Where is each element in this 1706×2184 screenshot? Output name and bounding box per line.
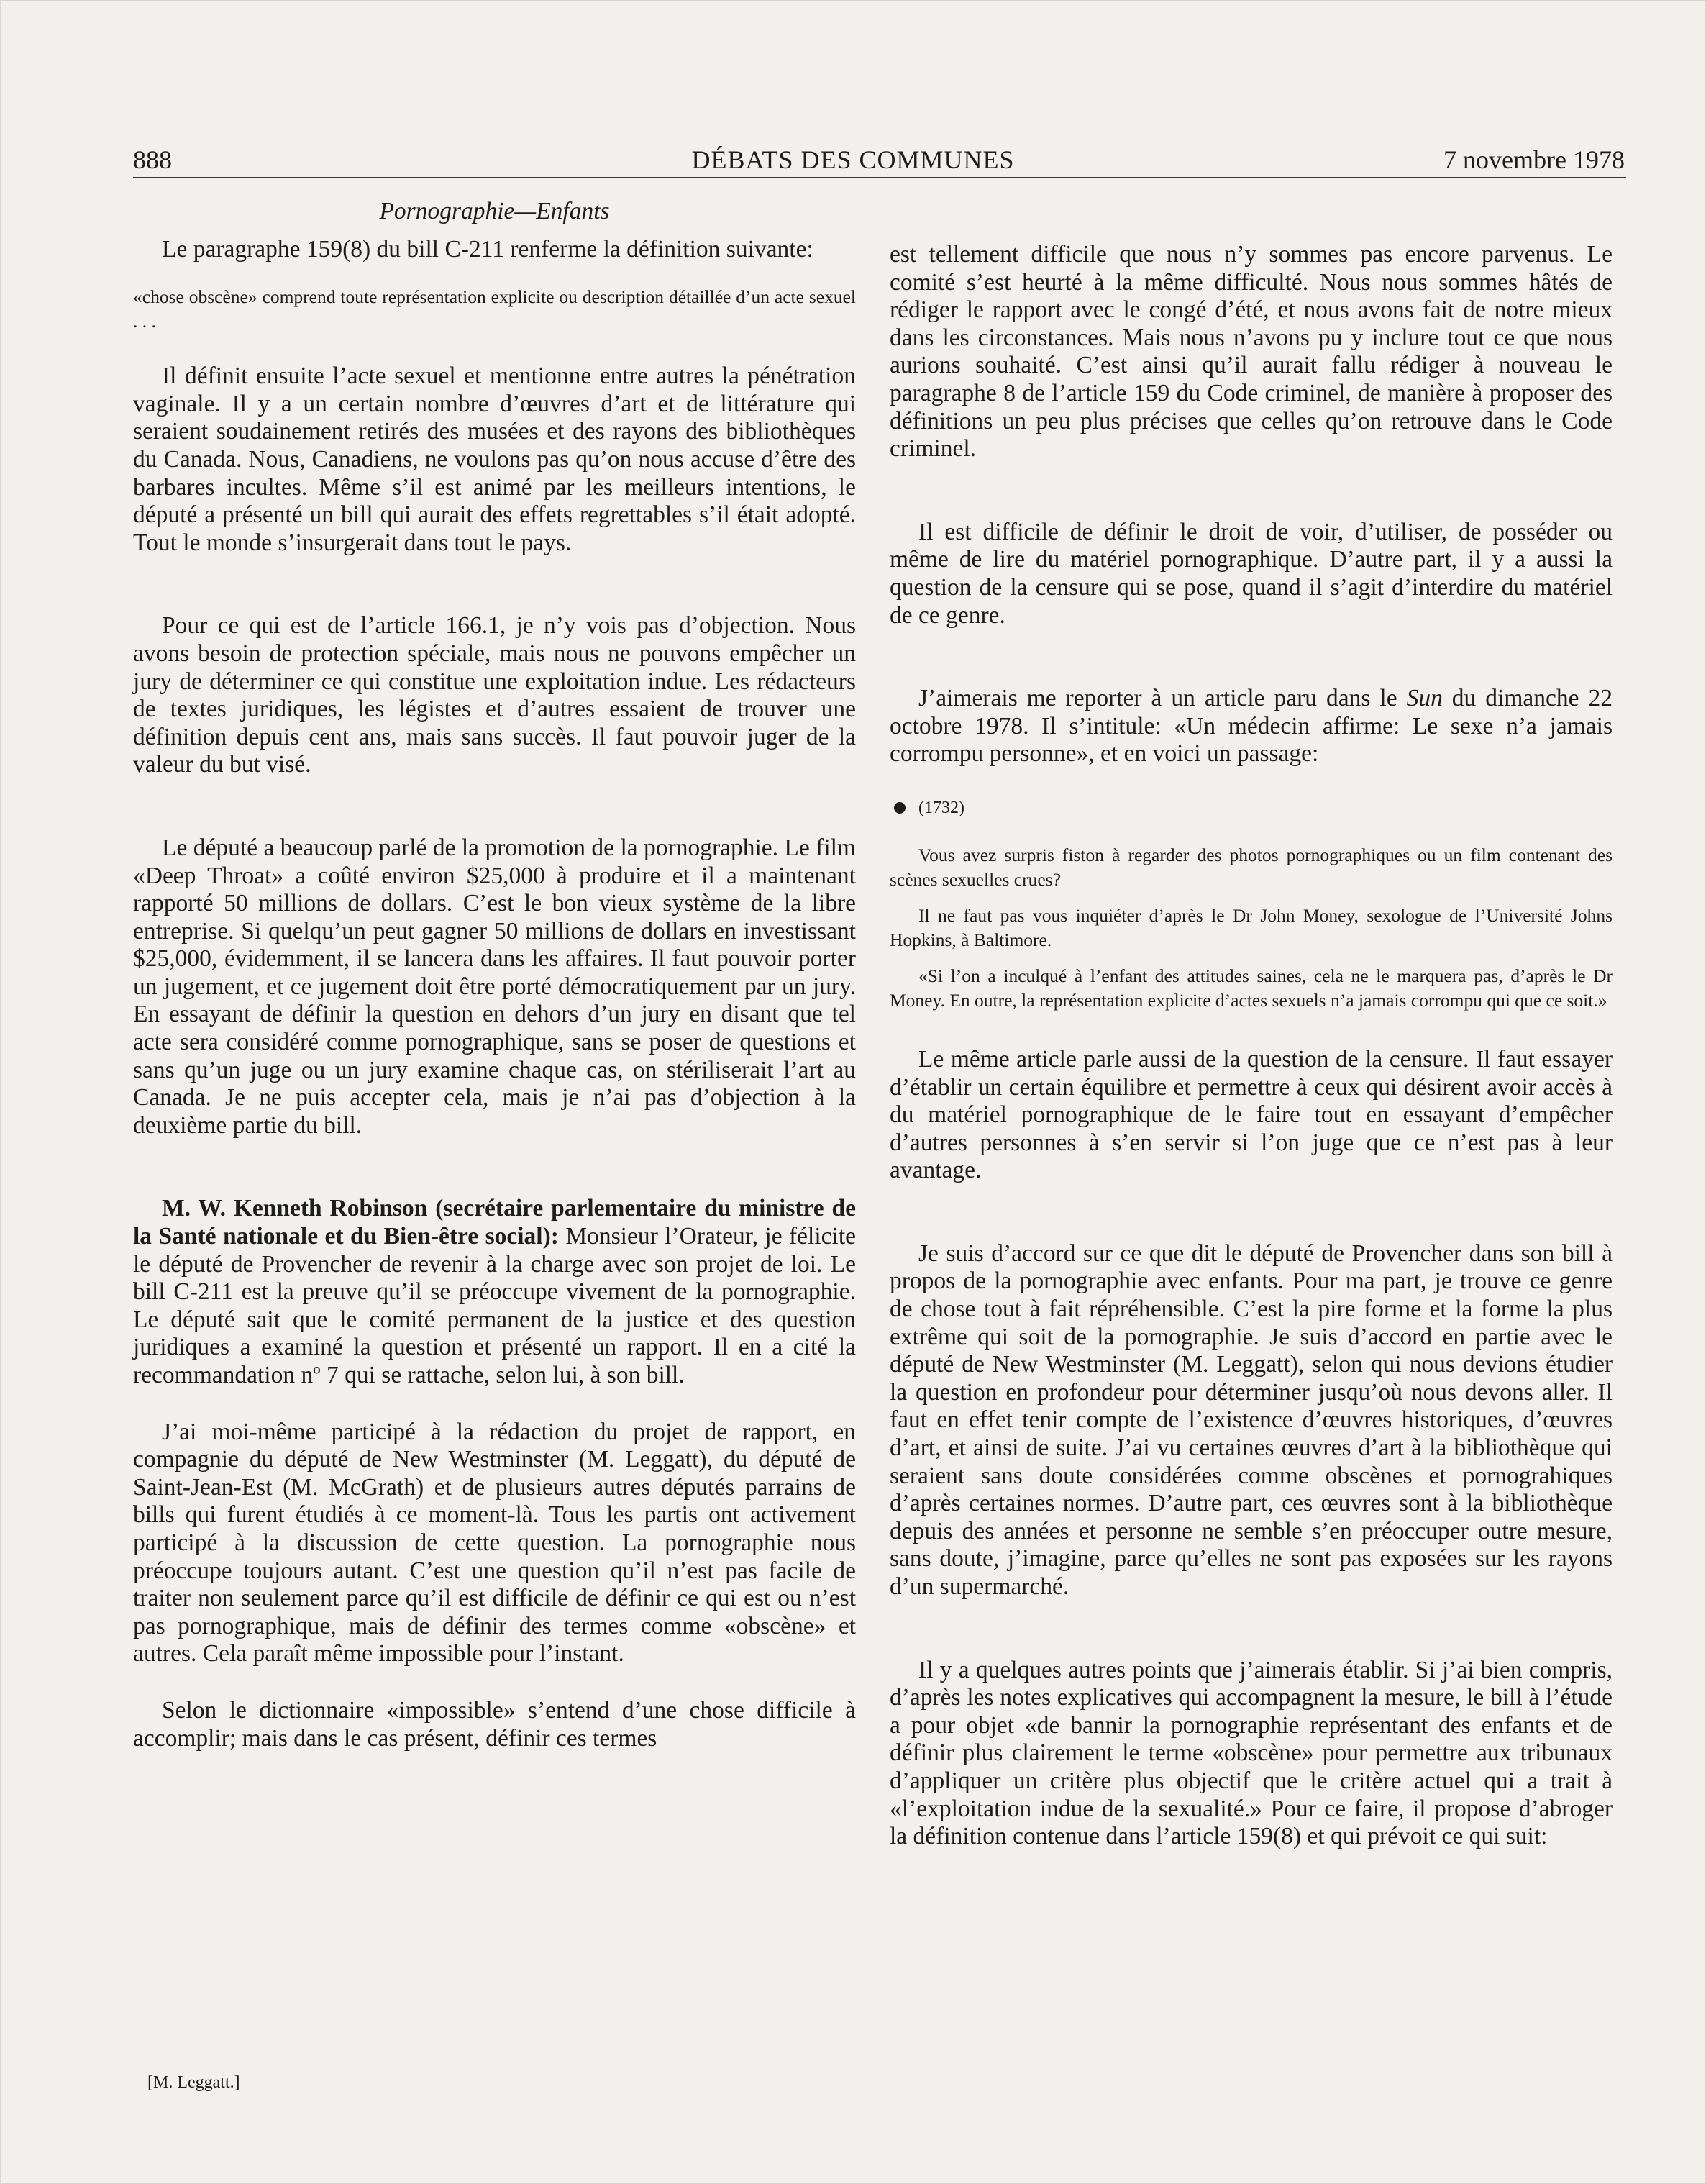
section-title: Pornographie—Enfants bbox=[379, 198, 610, 224]
paragraph: Il y a quelques autres points que j’aimerais établir. Si j’ai bien compris, d’après les notes explicatives qui accompagnent la mesure, le bill à l’étude a pour objet «de bannir la pornographie représentant des enfants et de définir plus clairement le terme «obscène» pour permettre aux tribunaux d’appliquer un critère plus objectif que le critère actuel qui a trait à «l’exploitation indue de la sexualité.» Pour ce faire, il propose d’abroger la définition contenue dans l’article 159(8) et qui prévoit ce qui suit: bbox=[890, 1656, 1613, 1850]
block-quote: Vous avez surpris fiston à regarder des photos pornographiques ou un film contenant des scènes sexuelles crues? bbox=[890, 844, 1613, 890]
left-column bbox=[133, 198, 856, 1752]
block-quote: «chose obscène» comprend toute représentation explicite ou description détaillée d’un acte sexuel . . . bbox=[133, 286, 856, 332]
paragraph: Il est difficile de définir le droit de voir, d’utiliser, de posséder ou même de lire du matériel pornographique. D’autre part, il y a aussi la question de la censure qui se pose, quand il s’agit d’interdire du matériel de ce genre. bbox=[890, 518, 1613, 629]
paragraph: Le paragraphe 159(8) du bill C-211 renferme la définition suivante: bbox=[162, 235, 813, 263]
paragraph: J’ai moi-même participé à la rédaction du projet de rapport, en compagnie du député de New Westminster (M. Leggatt), du député de Saint-Jean-Est (M. McGrath) et de plusieurs autres députés parrains de bills qui furent étudiés à ce moment-là. Tous les partis ont activement participé à la discussion de cette question. La pornographie nous préoccupe toujours autant. C’est une question qu’il n’est pas facile de traiter non seulement parce qu’il est difficile de définir ce qui est ou n’est pas pornographique, mais de définir des termes comme «obscène» et autres. Cela paraît même impossible pour l’instant. bbox=[133, 1418, 856, 1667]
bullet-icon bbox=[894, 802, 906, 814]
running-title: DÉBATS DES COMMUNES bbox=[691, 145, 1015, 174]
paragraph: Le député a beaucoup parlé de la promotion de la pornographie. Le film «Deep Throat» a coûté environ $25,000 à produire et il a maintenant rapporté 50 millions de dollars. C’est le bon vieux système de la libre entreprise. Si quelqu’un peut gagner 50 millions de dollars en investissant $25,000, évidemment, il se lancera dans les affaires. Il faut pouvoir porter un jugement, et ce jugement doit être porté démocratiquement par un jury. En essayant de définir la question en dehors d’un jury en disant que tel acte sera considéré comme pornographique, sans se poser de questions et sans qu’un juge ou un jury examine chaque cas, on stériliserait l’art au Canada. Je ne puis accepter cela, mais je n’ai pas d’objection à la deuxième partie du bill. bbox=[133, 834, 856, 1139]
paragraph: Pour ce qui est de l’article 166.1, je n’y vois pas d’objection. Nous avons besoin de protection spéciale, mais nous ne pouvons empêcher un jury de déterminer ce qui constitue une exploitation indue. Les rédacteurs de textes juridiques, les légistes et d’autres essaient de trouver une définition depuis cent ans, mais sans succès. Il faut pouvoir juger de la valeur du but visé. bbox=[133, 612, 856, 778]
page-date: 7 novembre 1978 bbox=[1443, 145, 1625, 174]
speaker-name: M. W. Kenneth Robinson (secrétaire parlementaire du ministre de la Santé nationale et du Bien-être social): bbox=[133, 1195, 856, 1250]
right-column bbox=[890, 241, 1613, 1851]
page-number: 888 bbox=[133, 145, 172, 174]
time-marker bbox=[890, 797, 1613, 819]
paragraph: Il définit ensuite l’acte sexuel et mentionne entre autres la pénétration vaginale. Il y a un certain nombre d’œuvres d’art et de littérature qui seraient soudainement retirés des musées et des rayons des bibliothèques du Canada. Nous, Canadiens, ne voulons pas qu’on nous accuse d’être des barbares incultes. Même s’il est animé par les meilleurs intentions, le député a présenté un bill qui aurait des effets regrettables s’il était adopté. Tout le monde s’insurgerait dans tout le pays. bbox=[133, 363, 856, 556]
paragraph: Je suis d’accord sur ce que dit le député de Provencher dans son bill à propos de la pornographie avec enfants. Pour ma part, je trouve ce genre de chose tout à fait répréhensible. C’est la pire forme et la forme la plus extrême qui soit de la pornographie. Je suis d’accord en partie avec le député de New Westminster (M. Leggatt), selon qui nous devions étudier la question en profondeur pour déterminer jusqu’où nous devons aller. Il faut en effet tenir compte de l’existence d’œuvres historiques, d’œuvres d’art, et ainsi de suite. J’ai vu certaines œuvres d’art à la bibliothèque qui seraient sans doute considérées comme obscènes et pornograhiques d’après certaines normes. D’autre part, ces œuvres sont à la bibliothèque depuis des années et personne ne semble s’en préoccuper outre mesure, sans doute, j’imagine, parce qu’elles ne sont pas exposées sur les rayons d’un supermarché. bbox=[890, 1239, 1613, 1600]
paragraph: Selon le dictionnaire «impossible» s’entend d’une chose difficile à accomplir; mais dans le cas présent, définir ces termes bbox=[133, 1696, 856, 1752]
time-marker-text: (1732) bbox=[918, 798, 964, 817]
paragraph: Le même article parle aussi de la question de la censure. Il faut essayer d’établir un certain équilibre et permettre à ceux qui désirent avoir accès à du matériel pornographique de le faire tout en essayant d’empêcher d’autres personnes à s’en servir si l’on juge que ce n’est pas à leur avantage. bbox=[890, 1045, 1613, 1184]
header-rule bbox=[133, 177, 1626, 178]
text-run: J’aimerais me reporter à un article paru dans le bbox=[918, 685, 1407, 712]
block-quote: «Si l’on a inculqué à l’enfant des attitudes saines, cela ne le marquera pas, d’après le Dr Money. En outre, la représentation explicite d’actes sexuels n’a jamais corrompu qui que ce soit.» bbox=[890, 965, 1613, 1011]
speech-text: Monsieur l’Orateur, je félicite le député de Provencher de revenir à la charge avec son projet de loi. Le bill C-211 est la preuve qu’il se préoccupe vivement de la pornographie. Le député sait que le comité permanent de la justice et des question juridiques a examiné la question et présenté un rapport. Il en a cité la recommandation nº 7 qui se rattache, selon lui, à son bill. bbox=[133, 1223, 856, 1388]
paragraph: est tellement difficile que nous n’y sommes pas encore parvenus. Le comité s’est heurté à la même difficulté. Nous nous sommes hâtés de rédiger le rapport avec le congé d’été, et nous avons fait de notre mieux dans les circonstances. Mais nous n’avons pu y inclure tout ce que nous aurions souhaité. C’est ainsi qu’il aurait fallu rédiger à nouveau le paragraphe 8 de l’article 159 du Code criminel, de manière à proposer des définitions un peu plus précises que celles qu’on retrouve dans le Code criminel. bbox=[890, 241, 1613, 463]
paragraph bbox=[890, 685, 1613, 768]
speech-paragraph bbox=[133, 1195, 856, 1389]
text-run: du dimanche 22 octobre 1978. Il s’intitule: «Un médecin affirme: Le sexe n’a jamais corrompu personne», et en voici un passage: bbox=[890, 685, 1613, 768]
speaker-footnote: [M. Leggatt.] bbox=[147, 2073, 240, 2092]
block-quote: Il ne faut pas vous inquiéter d’après le Dr John Money, sexologue de l’Université Johns Hopkins, à Baltimore. bbox=[890, 904, 1613, 950]
newspaper-name: Sun bbox=[1406, 685, 1443, 712]
